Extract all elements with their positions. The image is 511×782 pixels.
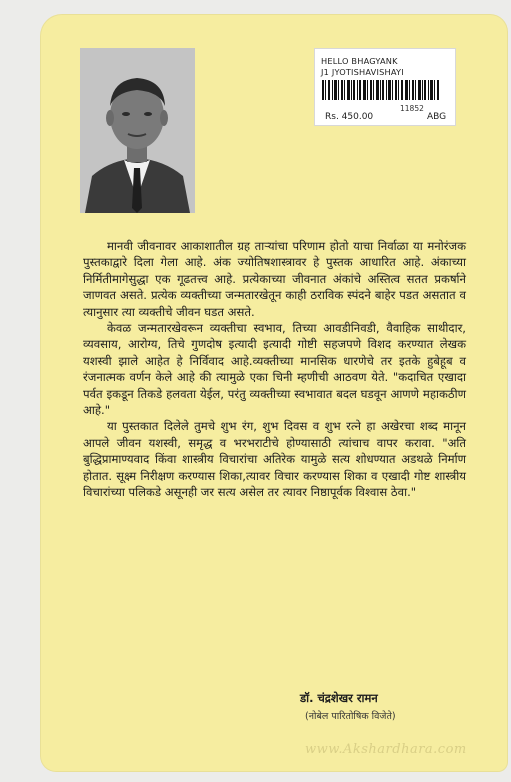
paragraph-2: केवळ जन्मतारखेवरून व्यक्तीचा स्वभाव, तिच्या आवडीनिवडी, वैवाहिक साथीदार, व्यवसाय, आरोग्य, तिचे गुणदोष इत्यादी इत्यादी गोष्टी सहजपणे विशद करण्यात लेखक यशस्वी झाले आहेत हे निर्विवाद आहे.व्यक्तीच्या मानसिक धारणेचे तर इतके हुबेहूब व रंजनात्मक वर्णन केले आहे की त्यामुळे एका चिनी म्हणीची आठवण येते. "कदाचित एखादा पर्वत इकडून तिकडे हलवता येईल, परंतु व्यक्तीच्या स्वभावात बदल घडवून आणणे महाकठीण आहे." — [83, 321, 467, 418]
blurb-text — [83, 238, 466, 501]
price-sticker — [314, 48, 456, 126]
sticker-line-2: J1 JYOTISHAVISHAYI — [321, 67, 404, 77]
quote-author-title: (नोबेल पारितोषिक विजेते) — [305, 711, 396, 722]
barcode-icon — [322, 80, 440, 100]
sticker-number: 11852 — [400, 104, 424, 113]
paragraph-3: या पुस्तकात दिलेले तुमचे शुभ रंग, शुभ दिवस व शुभ रत्ने हा अखेरचा शब्द मानून आपले जीवन यशस्वी, समृद्ध व भरभराटीचे होण्यासाठी त्यांचाच वापर करावा. "अति बुद्धिप्रामाण्यवाद किंवा शास्त्रीय विचारांचा अतिरेक यामुळे सत्य शोधण्यात अडथळे निर्माण होतात. सूक्ष्म निरीक्षण करण्यास शिका,त्यावर विचार करण्यास शिका व एखादी गोष्ट शास्त्रीय विचारांच्या पलिकडे असूनही जर सत्य असेल तर त्यावर निष्ठापूर्वक विश्वास ठेवा." — [83, 419, 466, 500]
sticker-price: Rs. 450.00 — [325, 112, 374, 122]
quote-author-name: डॉ. चंद्रशेखर रामन — [300, 691, 378, 705]
sticker-code: ABG — [427, 112, 447, 122]
watermark: www.Akshardhara.com — [305, 742, 467, 757]
portrait-image — [80, 48, 195, 213]
sticker-line-1: HELLO BHAGYANK — [321, 56, 398, 66]
author-photo — [80, 48, 195, 213]
paragraph-1: मानवी जीवनावर आकाशातील ग्रह ताऱ्यांचा परिणाम होतो याचा निर्वाळा या मनोरंजक पुस्तकाद्वारे दिला गेला आहे. अंक ज्योतिषशास्त्रावर हे पुस्तक आधारित आहे. अंकाच्या निर्मितीमागेसुद्धा एक गूढतत्त्व आहे. प्रत्येकाच्या जीवनात अंकांचे अस्तित्व सतत प्रकर्षाने जाणवत असते. प्रत्येक व्यक्तीच्या जन्मतारखेतून काही ठराविक स्पंदने बाहेर पडत असतात व त्यानुसार त्या व्यक्तीचे जीवन घडत असते. — [83, 239, 466, 319]
